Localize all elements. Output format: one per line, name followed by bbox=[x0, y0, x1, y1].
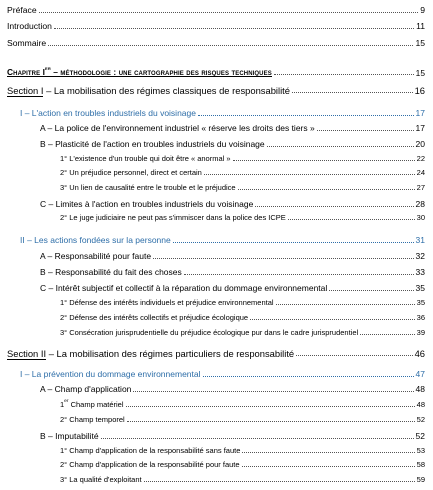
dot-leader bbox=[184, 274, 414, 275]
toc-item-label: A – Champ d'application bbox=[40, 384, 132, 394]
toc-page-number: 28 bbox=[415, 199, 425, 209]
section-title: – La mobilisation des régimes classiques de responsabilité bbox=[43, 85, 290, 96]
toc-part-label: I – La prévention du dommage environnemental bbox=[20, 369, 201, 379]
toc-entry-part[interactable] bbox=[20, 370, 425, 379]
toc-page-number: 52 bbox=[415, 431, 425, 441]
toc-entry-subitem[interactable] bbox=[60, 299, 425, 307]
toc-item-label: B – Responsabilité du fait des choses bbox=[40, 267, 182, 277]
dot-leader bbox=[267, 146, 414, 147]
toc-chapter-label bbox=[7, 68, 272, 77]
dot-leader bbox=[242, 466, 415, 467]
toc-entry-sommaire[interactable] bbox=[7, 39, 425, 48]
dot-leader bbox=[292, 92, 413, 93]
toc-subitem-label: 3° La qualité d'exploitant bbox=[60, 475, 142, 484]
dot-leader bbox=[133, 391, 413, 392]
toc-page-number: 32 bbox=[415, 251, 425, 261]
toc-entry-item[interactable] bbox=[40, 200, 425, 209]
toc-page-number: 58 bbox=[416, 460, 425, 469]
toc-entry-subitem[interactable] bbox=[60, 476, 425, 484]
subitem-number-sup: er bbox=[64, 399, 69, 404]
dot-leader bbox=[173, 242, 414, 243]
toc-page-number: 27 bbox=[416, 183, 425, 192]
dot-leader bbox=[203, 376, 414, 377]
toc-subitem-label bbox=[60, 401, 124, 409]
toc-entry-introduction[interactable] bbox=[7, 22, 425, 31]
toc-page-number: 39 bbox=[416, 328, 425, 337]
dot-leader bbox=[250, 319, 415, 320]
toc-entry-subitem[interactable] bbox=[60, 155, 425, 163]
toc-subitem-label: 2° Défense des intérêts collectifs et préjudice écologique bbox=[60, 313, 249, 322]
toc-subitem-label: 2° Un préjudice personnel, direct et certain bbox=[60, 168, 202, 177]
toc-subitem-label: 2° Champ temporel bbox=[60, 415, 125, 424]
toc-page-number: 53 bbox=[416, 446, 425, 455]
toc-entry-section-1[interactable] bbox=[7, 86, 425, 95]
toc-page-number: 48 bbox=[415, 384, 425, 394]
toc-page-number: 59 bbox=[416, 475, 425, 484]
toc-item-label: C – Limites à l'action en troubles industriels du voisinage bbox=[40, 199, 254, 209]
toc-page-number: 17 bbox=[415, 108, 425, 118]
dot-leader bbox=[126, 406, 415, 407]
toc-page-number: 9 bbox=[420, 5, 425, 15]
toc-item-label: A – Responsabilité pour faute bbox=[40, 251, 152, 261]
dot-leader bbox=[274, 74, 414, 75]
dot-leader bbox=[329, 290, 413, 291]
toc-entry-item[interactable] bbox=[40, 252, 425, 261]
toc-entry-subitem[interactable] bbox=[60, 184, 425, 192]
toc-subitem-label: 2° Le juge judiciaire ne peut pas s'immiscer dans la police des ICPE bbox=[60, 213, 286, 222]
chapter-label-main: Chapitre I bbox=[7, 67, 46, 77]
dot-leader bbox=[204, 174, 415, 175]
toc-page-number: 35 bbox=[415, 283, 425, 293]
dot-leader bbox=[233, 160, 415, 161]
toc-entry-subitem[interactable] bbox=[60, 169, 425, 177]
dot-leader bbox=[276, 304, 415, 305]
dot-leader bbox=[48, 45, 413, 46]
toc-subitem-label: 1° L'existence d'un trouble qui doit être « anormal » bbox=[60, 154, 231, 163]
toc-entry-label: Préface bbox=[7, 5, 37, 15]
toc-subitem-label: 3° Consécration jurisprudentielle du préjudice écologique pur dans le cadre jurisprudentiel bbox=[60, 328, 359, 337]
toc-entry-part[interactable] bbox=[20, 236, 425, 245]
toc-page-number: 31 bbox=[415, 235, 425, 245]
toc-entry-subitem[interactable] bbox=[60, 214, 425, 222]
dot-leader bbox=[101, 438, 414, 439]
toc-entry-item[interactable] bbox=[40, 124, 425, 133]
toc-entry-part[interactable] bbox=[20, 109, 425, 118]
toc-entry-item[interactable] bbox=[40, 140, 425, 149]
toc-page-number: 17 bbox=[415, 123, 425, 133]
chapter-label-sup: er bbox=[45, 66, 51, 72]
toc-page-number: 47 bbox=[415, 369, 425, 379]
toc-page-number: 20 bbox=[415, 139, 425, 149]
dot-leader bbox=[360, 334, 414, 335]
dot-leader bbox=[153, 258, 413, 259]
toc-entry-subitem[interactable] bbox=[60, 329, 425, 337]
toc-entry-label: Sommaire bbox=[7, 38, 47, 48]
toc-entry-item[interactable] bbox=[40, 284, 425, 293]
toc-subitem-label: 3° Un lien de causalité entre le trouble et le préjudice bbox=[60, 183, 236, 192]
toc-page-number: 48 bbox=[416, 400, 425, 409]
section-number: Section II bbox=[7, 348, 47, 359]
chapter-label-rest: – méthodologie : une cartographie des risques techniques bbox=[50, 67, 272, 77]
toc-page-number: 16 bbox=[414, 85, 425, 96]
toc-entry-label: Introduction bbox=[7, 21, 52, 31]
toc-entry-subitem[interactable] bbox=[60, 447, 425, 455]
toc-page-number: 33 bbox=[415, 267, 425, 277]
toc-entry-chapter-1[interactable] bbox=[7, 68, 425, 77]
dot-leader bbox=[238, 189, 415, 190]
section-title: – La mobilisation des régimes particuliers de responsabilité bbox=[46, 348, 295, 359]
dot-leader bbox=[39, 12, 419, 13]
toc-part-label: I – L'action en troubles industriels du voisinage bbox=[20, 108, 196, 118]
toc-section-label bbox=[7, 86, 290, 95]
toc-page-number: 30 bbox=[416, 213, 425, 222]
toc-entry-subitem[interactable] bbox=[60, 314, 425, 322]
toc-entry-item[interactable] bbox=[40, 268, 425, 277]
subitem-number: 1 bbox=[60, 400, 65, 409]
toc-page-number: 15 bbox=[415, 38, 425, 48]
toc-item-label: A – La police de l'environnement industriel « réserve les droits des tiers » bbox=[40, 123, 315, 133]
subitem-title: Champ matériel bbox=[68, 400, 124, 409]
dot-leader bbox=[127, 421, 415, 422]
toc-page-number: 24 bbox=[416, 168, 425, 177]
section-number: Section I bbox=[7, 85, 44, 96]
dot-leader bbox=[198, 115, 414, 116]
toc-entry-subitem[interactable] bbox=[60, 461, 425, 469]
toc-item-label: C – Intérêt subjectif et collectif à la réparation du dommage environnemental bbox=[40, 283, 328, 293]
toc-entry-preface[interactable] bbox=[7, 6, 425, 15]
toc-subitem-label: 1° Défense des intérêts individuels et préjudice environnemental bbox=[60, 298, 274, 307]
toc-entry-item[interactable] bbox=[40, 432, 425, 441]
toc-section-label bbox=[7, 349, 294, 358]
dot-leader bbox=[242, 452, 414, 453]
toc-page-number: 35 bbox=[416, 298, 425, 307]
dot-leader bbox=[144, 481, 415, 482]
dot-leader bbox=[255, 206, 413, 207]
toc-page-number: 46 bbox=[414, 348, 425, 359]
toc-entry-subitem[interactable] bbox=[60, 401, 425, 409]
toc-page-number: 11 bbox=[416, 21, 425, 31]
dot-leader bbox=[296, 355, 412, 356]
toc-page-number: 36 bbox=[416, 313, 425, 322]
toc-entry-item[interactable] bbox=[40, 385, 425, 394]
dot-leader bbox=[288, 219, 415, 220]
toc-item-label: B – Plasticité de l'action en troubles industriels du voisinage bbox=[40, 139, 265, 149]
toc-entry-subitem[interactable] bbox=[60, 416, 425, 424]
toc-page-number: 52 bbox=[416, 415, 425, 424]
toc-page-number: 22 bbox=[416, 154, 425, 163]
toc-item-label: B – Imputabilité bbox=[40, 431, 99, 441]
toc-page-number: 15 bbox=[415, 68, 425, 78]
toc-part-label: II – Les actions fondées sur la personne bbox=[20, 235, 171, 245]
toc-entry-section-2[interactable] bbox=[7, 349, 425, 358]
toc-subitem-label: 1° Champ d'application de la responsabilité sans faute bbox=[60, 446, 241, 455]
dot-leader bbox=[54, 28, 414, 29]
dot-leader bbox=[317, 130, 414, 131]
toc-subitem-label: 2° Champ d'application de la responsabilité pour faute bbox=[60, 460, 240, 469]
